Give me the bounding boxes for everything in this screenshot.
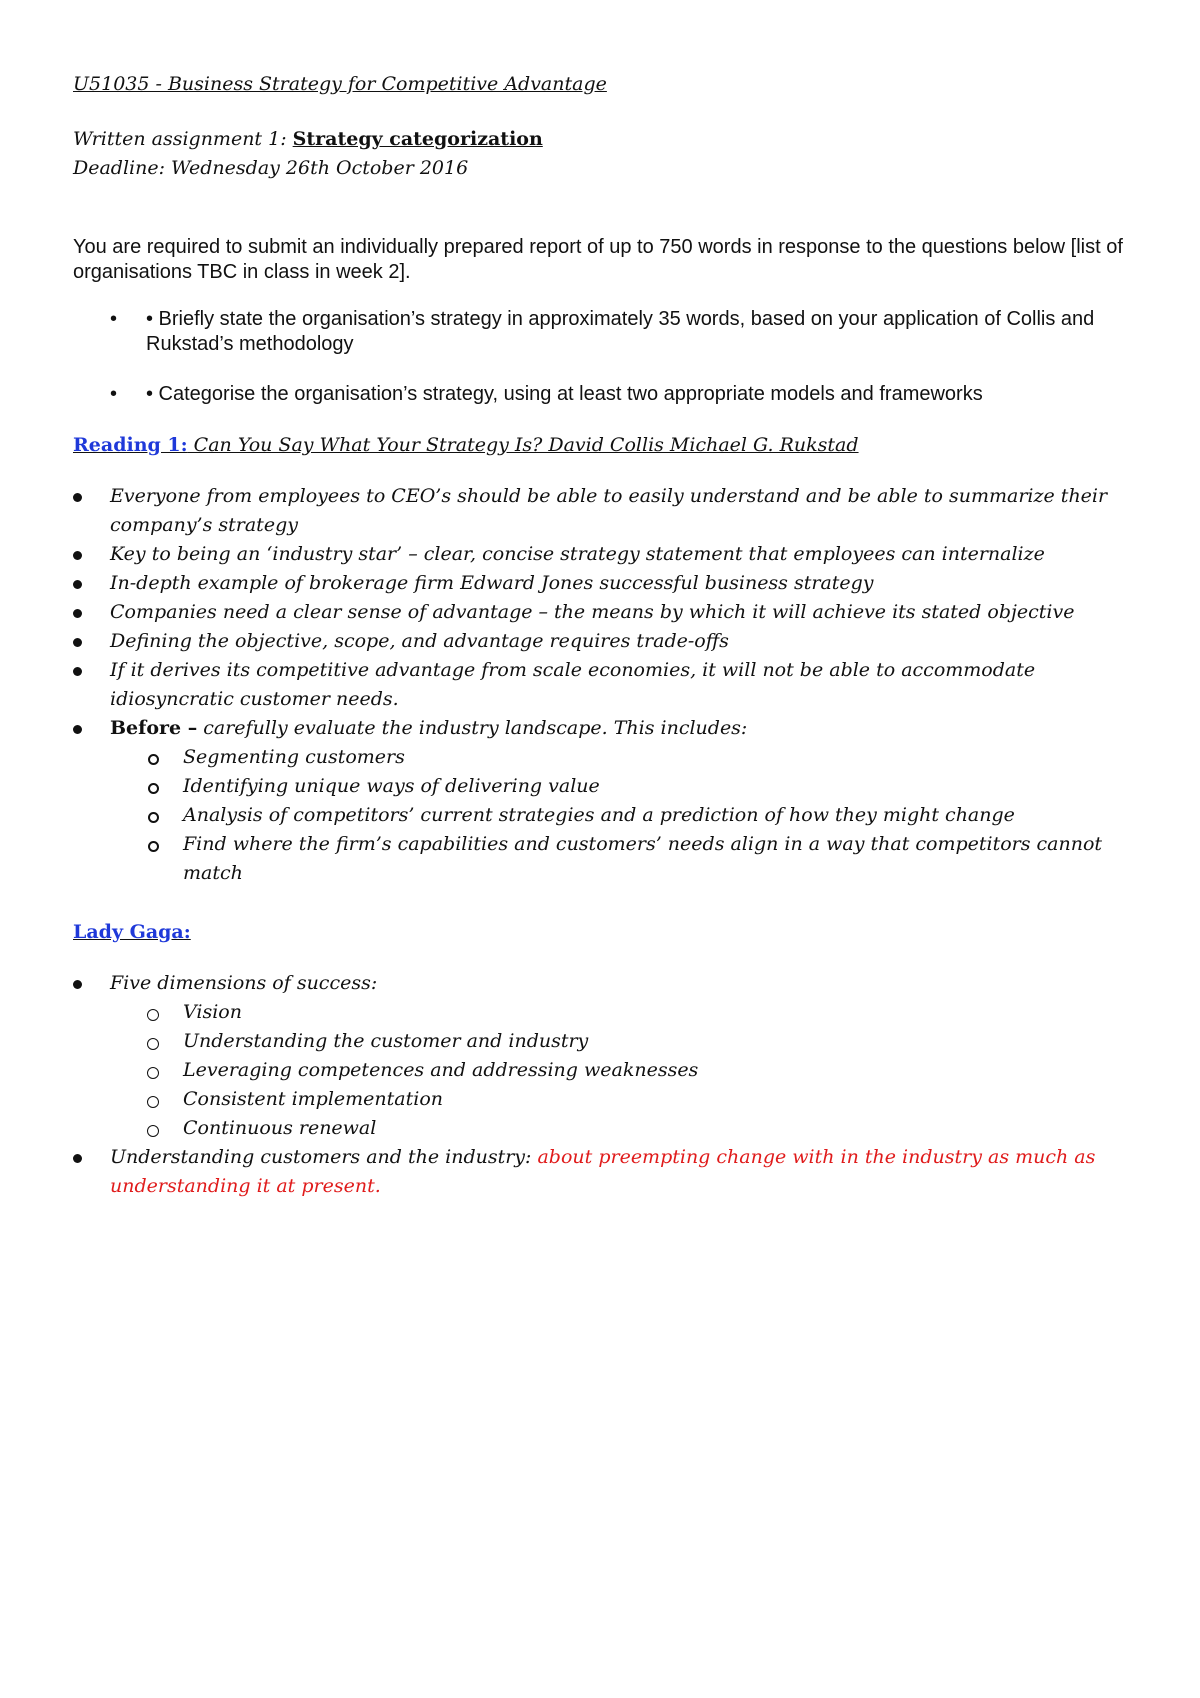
sub-list-item: Continuous renewal bbox=[73, 1114, 1133, 1143]
assignment-line bbox=[73, 125, 1133, 154]
assignment-title: Strategy categorization bbox=[292, 128, 543, 150]
list-item-before: Before – carefully evaluate the industry landscape. This includes: bbox=[73, 714, 1133, 743]
list-item: Understanding customers and the industry: about preempting change with in the industry as much as understanding it at present. bbox=[73, 1143, 1133, 1201]
task-list bbox=[73, 307, 1133, 407]
dimensions-sublist bbox=[73, 998, 1133, 1143]
deadline: Deadline: Wednesday 26th October 2016 bbox=[73, 157, 469, 179]
intro-text: You are required to submit an individually prepared report of up to 750 words in response to the questions below [list of organisations TBC in class in week 2]. bbox=[73, 236, 1123, 283]
before-label: Before – bbox=[110, 717, 198, 739]
sub-list-item: Vision bbox=[73, 998, 1133, 1027]
course-title: U51035 - Business Strategy for Competitive Advantage bbox=[73, 73, 607, 95]
lady-gaga-heading: Lady Gaga: bbox=[73, 921, 191, 943]
sub-list-item: Analysis of competitors’ current strategies and a prediction of how they might change bbox=[73, 801, 1133, 830]
sub-list-item: Segmenting customers bbox=[73, 743, 1133, 772]
reading-1-bullets bbox=[73, 482, 1133, 743]
before-sublist bbox=[73, 743, 1133, 888]
assignment-prefix: Written assignment 1: bbox=[73, 128, 293, 150]
list-item: Five dimensions of success: bbox=[73, 969, 1133, 998]
document-page bbox=[73, 70, 1133, 1201]
list-item: Companies need a clear sense of advantage – the means by which it will achieve its stated objective bbox=[73, 598, 1133, 627]
highlighted-text: about preempting change with in the industry as much as understanding it at present. bbox=[110, 1146, 1096, 1197]
task-item: • • Categorise the organisation’s strategy, using at least two appropriate models and frameworks bbox=[110, 383, 983, 405]
list-item: Defining the objective, scope, and advantage requires trade-offs bbox=[73, 627, 1133, 656]
reading-1-heading bbox=[73, 431, 1133, 460]
sub-list-item: Consistent implementation bbox=[73, 1085, 1133, 1114]
understanding-bullet bbox=[73, 1143, 1133, 1201]
lady-gaga-bullets bbox=[73, 969, 1133, 998]
sub-list-item: Identifying unique ways of delivering value bbox=[73, 772, 1133, 801]
sub-list-item: Understanding the customer and industry bbox=[73, 1027, 1133, 1056]
list-item: In-depth example of brokerage firm Edward Jones successful business strategy bbox=[73, 569, 1133, 598]
reading-1-label: Reading 1: bbox=[73, 434, 188, 456]
sub-list-item: Find where the firm’s capabilities and customers’ needs align in a way that competitors cannot match bbox=[73, 830, 1133, 888]
task-item: • • Briefly state the organisation’s strategy in approximately 35 words, based on your application of Collis and Rukstad’s methodology bbox=[110, 308, 1095, 355]
list-item: Key to being an ‘industry star’ – clear, concise strategy statement that employees can internalize bbox=[73, 540, 1133, 569]
sub-list-item: Leveraging competences and addressing weaknesses bbox=[73, 1056, 1133, 1085]
list-item: Everyone from employees to CEO’s should be able to easily understand and be able to summarize their company’s strategy bbox=[73, 482, 1133, 540]
list-item: If it derives its competitive advantage from scale economies, it will not be able to accommodate idiosyncratic customer needs. bbox=[73, 656, 1133, 714]
reading-1-title: Can You Say What Your Strategy Is? David Collis Michael G. Rukstad bbox=[187, 434, 859, 456]
